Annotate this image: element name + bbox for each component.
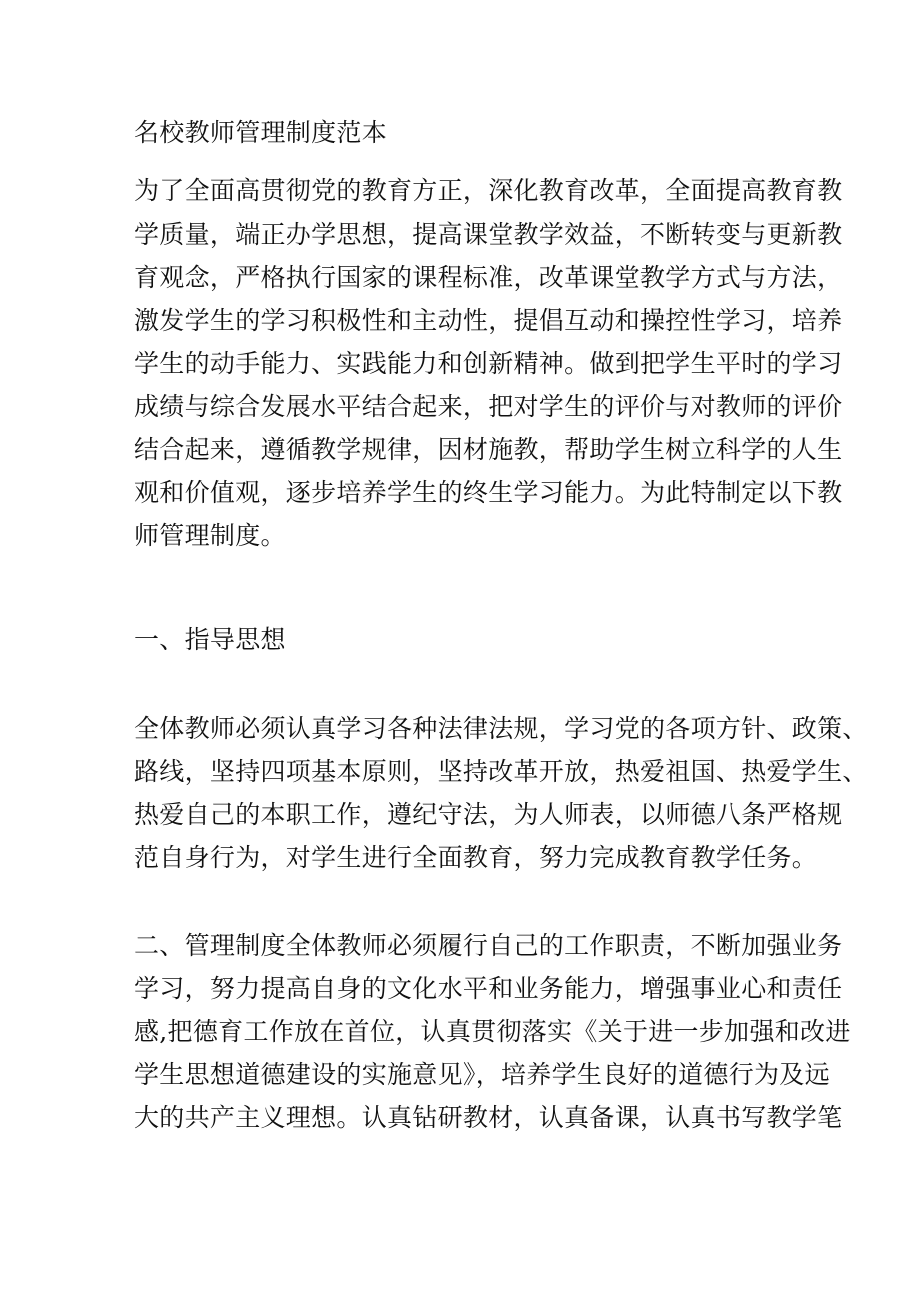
section-line: 感,把德育工作放在首位，认真贯彻落实《关于进一步加强和改进 xyxy=(134,1017,851,1046)
section-line: 大的共产主义理想。认真钻研教材，认真备课，认真书写教学笔 xyxy=(134,1103,843,1132)
intro-line: 育观念，严格执行国家的课程标准，改革课堂教学方式与方法， xyxy=(134,263,843,292)
section-line: 全体教师必须认真学习各种法律法规，学习党的各项方针、政策、 xyxy=(134,714,868,743)
section-line: 学习，努力提高自身的文化水平和业务能力，增强事业心和责任 xyxy=(134,974,843,1003)
intro-line: 结合起来，遵循教学规律，因材施教，帮助学生树立科学的人生 xyxy=(134,435,843,464)
intro-line: 观和价值观，逐步培养学生的终生学习能力。为此特制定以下教 xyxy=(134,478,843,507)
intro-line: 为了全面高贯彻党的教育方正，深化教育改革，全面提高教育教 xyxy=(134,176,843,205)
intro-line: 学生的动手能力、实践能力和创新精神。做到把学生平时的学习 xyxy=(134,349,843,378)
section-line: 二、管理制度全体教师必须履行自己的工作职责，不断加强业务 xyxy=(134,931,843,960)
intro-line: 学质量，端正办学思想，提高课堂教学效益，不断转变与更新教 xyxy=(134,220,843,249)
section-line: 路线，坚持四项基本原则，坚持改革开放，热爱祖国、热爱学生、 xyxy=(134,757,868,786)
section-line: 范自身行为，对学生进行全面教育，努力完成教育教学任务。 xyxy=(134,843,818,872)
section-line: 学生思想道德建设的实施意见》，培养学生良好的道德行为及远 xyxy=(134,1060,830,1089)
intro-line: 成绩与综合发展水平结合起来，把对学生的评价与对教师的评价 xyxy=(134,392,843,421)
section-line: 热爱自己的本职工作，遵纪守法，为人师表，以师德八条严格规 xyxy=(134,800,843,829)
intro-line: 师管理制度。 xyxy=(134,521,286,550)
document-title: 名校教师管理制度范本 xyxy=(134,118,388,147)
section-heading: 一、指导思想 xyxy=(134,625,286,654)
intro-line: 激发学生的学习积极性和主动性，提倡互动和操控性学习，培养 xyxy=(134,306,843,335)
